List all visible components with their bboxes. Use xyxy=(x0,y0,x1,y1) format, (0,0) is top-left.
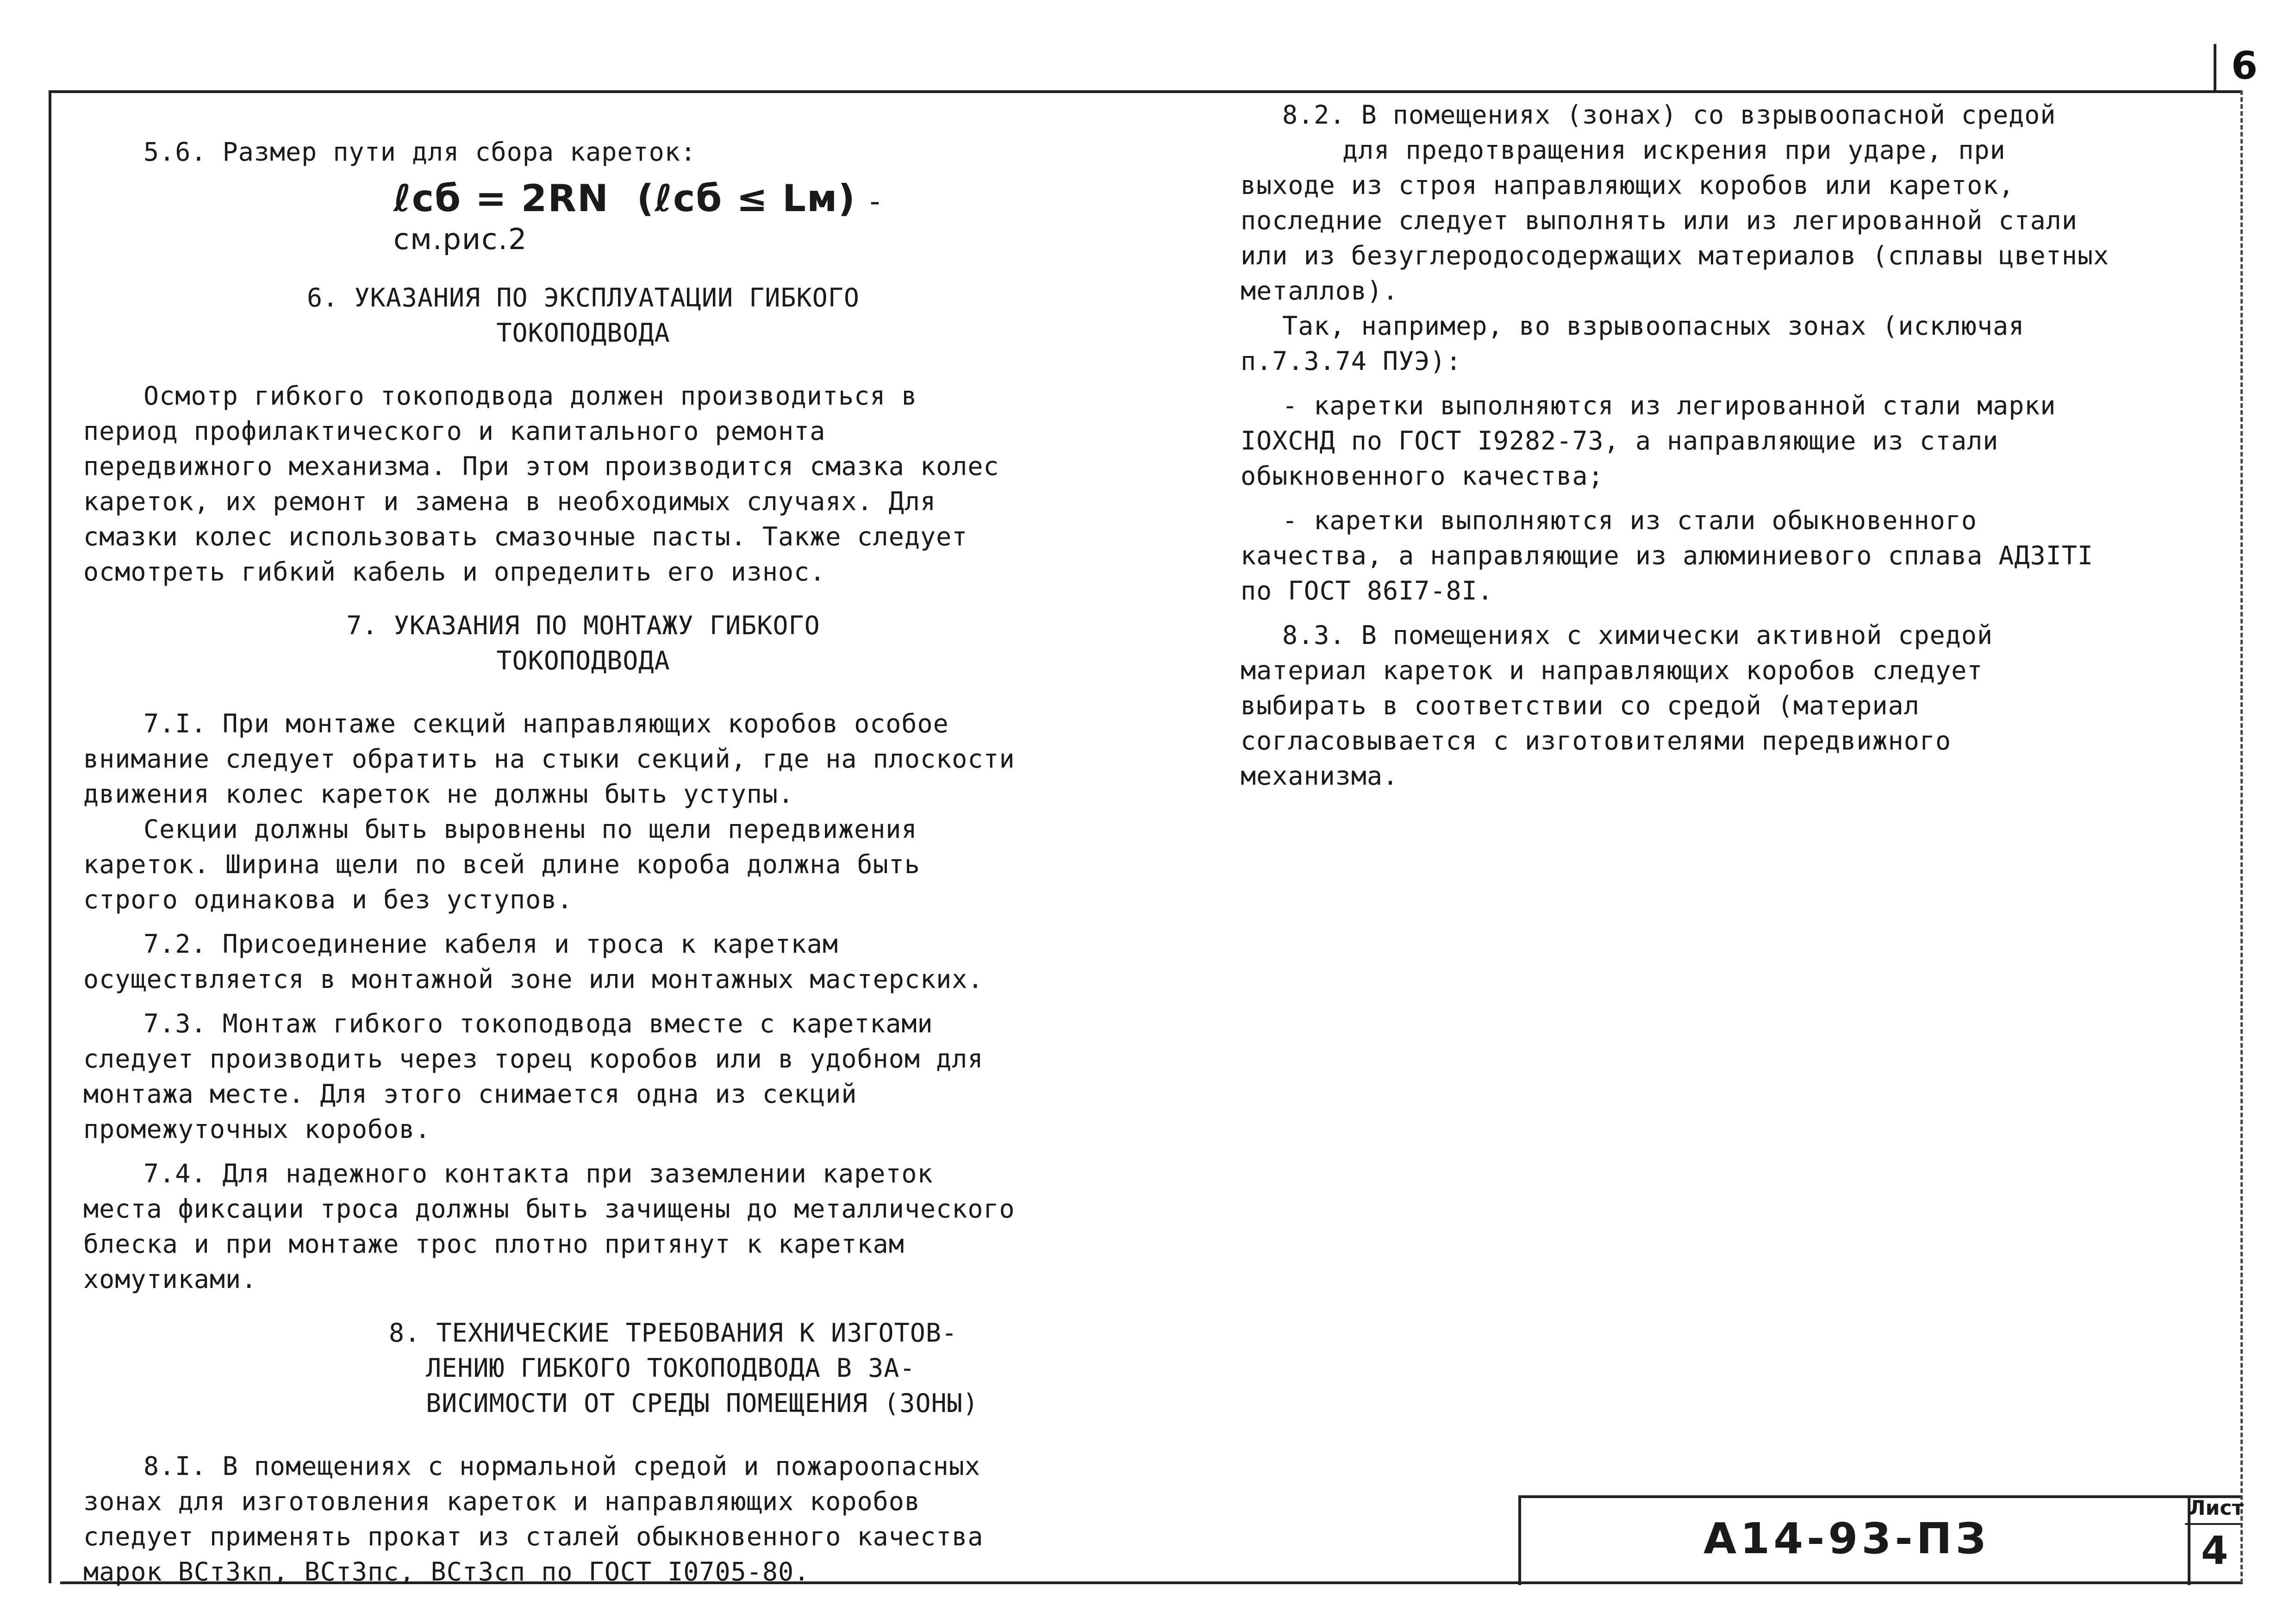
page-number: 6 xyxy=(2231,44,2258,88)
section-6-text: Осмотр гибкого токоподвода должен производиться в период профилактического и капитального ремонта передвижного механизма. При этом производится смазка колес кареток, их ремонт и замена в необходимых случаях. Для смазки колес использовать смазочные пасты. Также следует осмотреть гибкий кабель и определить его износ. xyxy=(83,381,999,587)
frame-right-border xyxy=(2240,90,2245,1583)
formula-condition: (ℓсб ≤ Lм) xyxy=(636,177,856,220)
right-column xyxy=(1241,97,2111,803)
page-number-divider xyxy=(2214,44,2216,90)
document-code: А14-93-ПЗ xyxy=(1703,1514,1990,1563)
sheet-number: 4 xyxy=(2201,1528,2228,1573)
sheet-label: Лист xyxy=(2189,1496,2244,1520)
paragraph-5-6: 5.6. Размер пути для сбора кареток: xyxy=(144,137,696,167)
formula-reference: - см.рис.2 xyxy=(393,184,881,256)
paragraph-8-2-item-2: - каретки выполняются из стали обыкновенного качества, а направляющие из алюминиевого сплава АД3IТI по ГОСТ 86I7-8I. xyxy=(1241,506,2094,606)
section-8-heading-line1: 8. ТЕХНИЧЕСКИЕ ТРЕБОВАНИЯ К ИЗГОТОВ- xyxy=(389,1318,958,1348)
path-length-formula xyxy=(393,177,1023,257)
section-7-heading-line2: ТОКОПОДВОДА xyxy=(496,646,670,675)
paragraph-8-2-title: 8.2. В помещениях (зонах) со взрывоопасной средой xyxy=(1282,100,2056,130)
section-8-heading-line2: ЛЕНИЮ ГИБКОГО ТОКОПОДВОДА В ЗА- xyxy=(426,1353,916,1383)
section-8-heading xyxy=(389,1315,1023,1421)
paragraph-8-3: 8.3. В помещениях с химически активной средой материал кареток и направляющих коробов следует выбирать в соответствии со средой (материал согласовывается с изготовителями передвижного механизма. xyxy=(1241,620,1993,791)
paragraph-7-2: 7.2. Присоединение кабеля и троса к кареткам осуществляется в монтажной зоне или монтажных мастерских. xyxy=(83,929,984,994)
paragraph-7-1: 7.I. При монтаже секций направляющих коробов особое внимание следует обратить на стыки секций, где на плоскости движения колес кареток не должны быть уступы. xyxy=(83,709,1015,809)
section-8-heading-line3: ВИСИМОСТИ ОТ СРЕДЫ ПОМЕЩЕНИЯ (ЗОНЫ) xyxy=(426,1388,979,1418)
section-6-heading-line1: 6. УКАЗАНИЯ ПО ЭКСПЛУАТАЦИИ ГИБКОГО xyxy=(307,283,860,312)
paragraph-7-3: 7.3. Монтаж гибкого токоподвода вместе с каретками следует производить через торец коробов или в удобном для монтажа месте. Для этого снимается одна из секций промежуточных коробов. xyxy=(83,1009,984,1144)
frame-left-border xyxy=(49,90,51,1583)
section-7-heading-line1: 7. УКАЗАНИЯ ПО МОНТАЖУ ГИБКОГО xyxy=(346,611,820,640)
paragraph-7-4: 7.4. Для надежного контакта при заземлении кареток места фиксации троса должны быть зачищены до металлического блеска и при монтаже трос плотно притянут к кареткам хомутиками. xyxy=(83,1159,1015,1294)
frame-top-border xyxy=(49,90,2243,93)
paragraph-8-2-example: Так, например, во взрывоопасных зонах (исключая п.7.3.74 ПУЭ): xyxy=(1241,311,2025,376)
paragraph-8-2-item-1: - каретки выполняются из легированной стали марки IОХСНД по ГОСТ I9282-73, а направляющие из стали обыкновенного качества; xyxy=(1241,391,2056,491)
section-7-heading xyxy=(144,608,1023,678)
paragraph-7-1-continued: Секции должны быть выровнены по щели передвижения кареток. Ширина щели по всей длине короба должна быть строго одинакова и без уступов. xyxy=(83,814,920,914)
section-6-heading-line2: ТОКОПОДВОДА xyxy=(496,318,670,348)
sheet-cell-divider xyxy=(2185,1523,2240,1525)
section-6-heading xyxy=(144,280,1023,350)
left-column xyxy=(83,134,1023,1599)
paragraph-8-2-text: для предотвращения искрения при ударе, при выходе из строя направляющих коробов или кареток, последние следует выполнять или из легированной стали или из безуглеродосодержащих материалов (сплавы цветных металлов). xyxy=(1241,135,2109,306)
paragraph-8-1: 8.I. В помещениях с нормальной средой и пожароопасных зонах для изготовления кареток и направляющих коробов следует применять прокат из сталей обыкновенного качества марок ВСт3кп, ВСт3пс, ВСт3сп по ГОСТ I0705-80. xyxy=(83,1451,984,1587)
formula-main: ℓсб = 2RN xyxy=(393,177,609,220)
